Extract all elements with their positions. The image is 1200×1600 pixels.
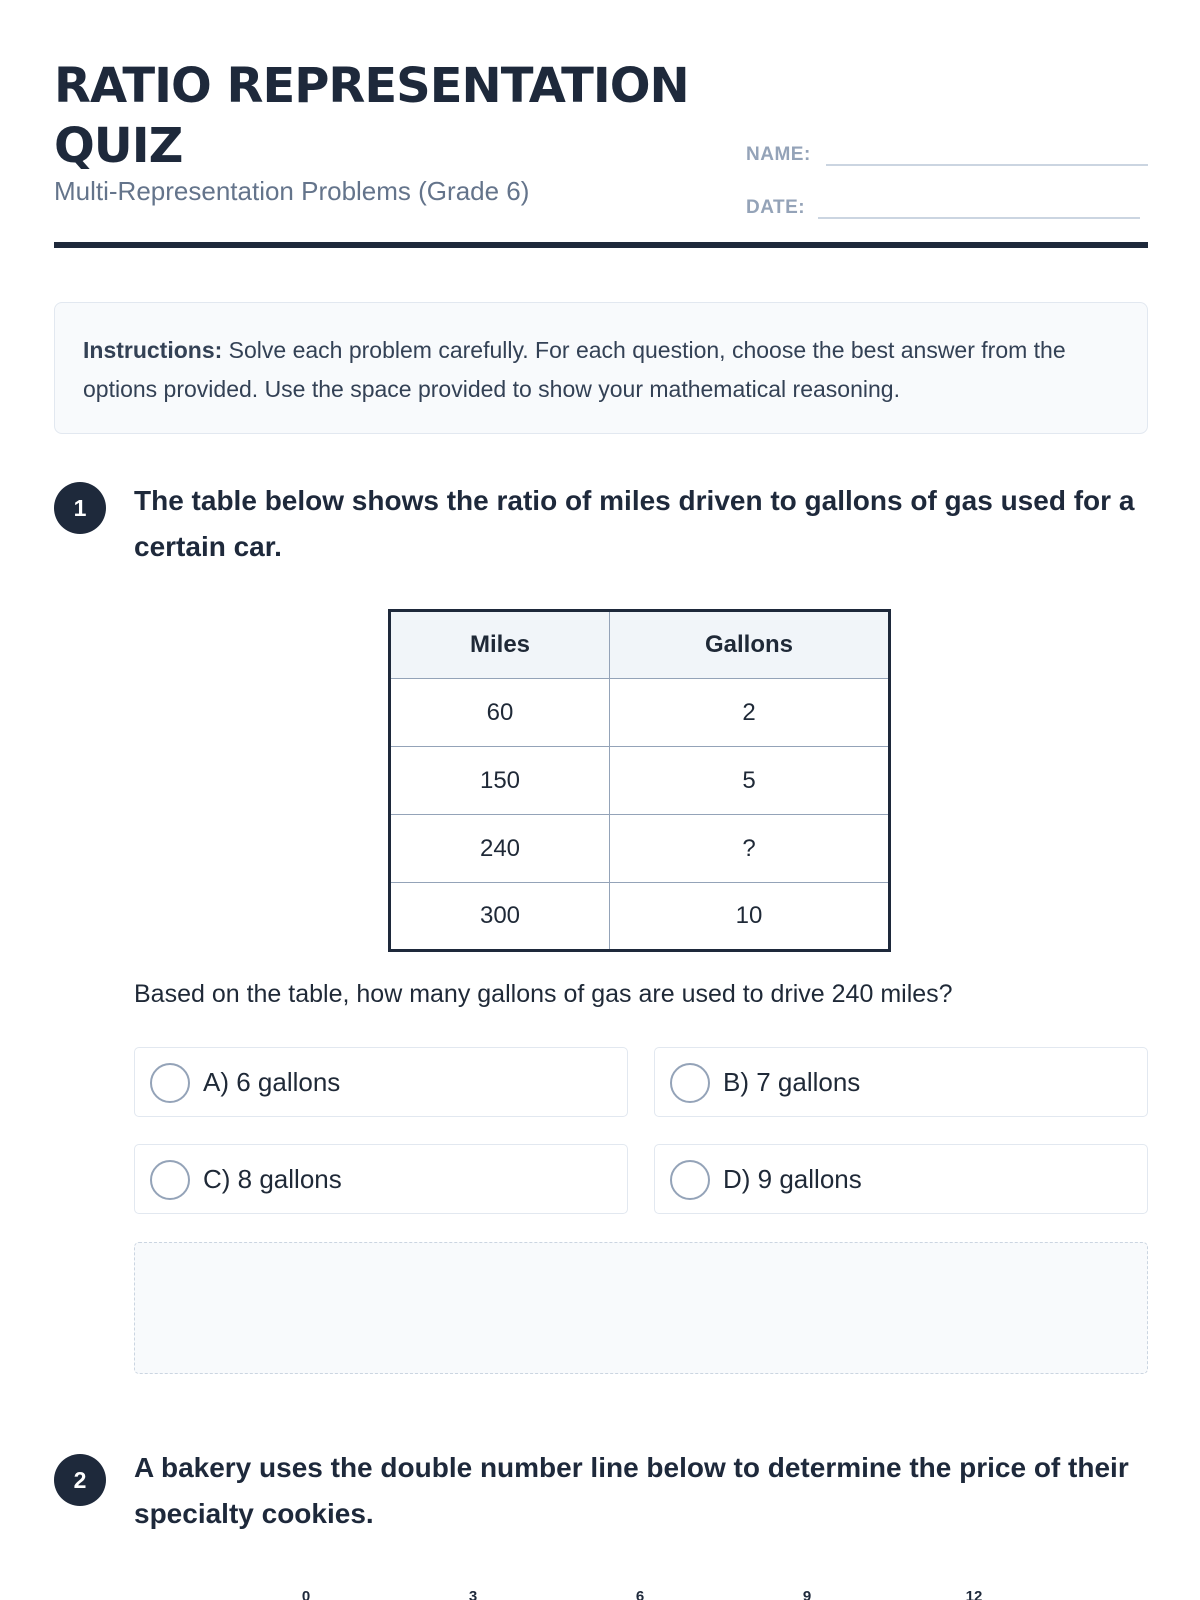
column-header-miles: Miles	[390, 611, 610, 679]
option-c-label: C) 8 gallons	[203, 1164, 342, 1194]
instructions-box	[54, 302, 1148, 434]
instructions-lead: Instructions:	[83, 337, 223, 363]
date-field[interactable]	[746, 177, 1148, 217]
table-cell: 2	[610, 679, 890, 747]
number-line-tick-label: 12	[965, 1588, 983, 1600]
table-row	[390, 883, 890, 951]
quiz-header	[54, 56, 1148, 246]
work-space-box[interactable]	[134, 1242, 1148, 1374]
quiz-page	[54, 0, 1148, 1600]
column-header-gallons: Gallons	[610, 611, 890, 679]
radio-button[interactable]	[670, 1063, 710, 1103]
header-divider	[54, 242, 1148, 248]
table-cell: 300	[390, 883, 610, 951]
table-header-row	[390, 611, 890, 679]
instructions-text: Solve each problem carefully. For each question, choose the best answer from the options provided. Use the space provided to show your mathematical reasoning.	[83, 337, 1066, 402]
table-cell: 60	[390, 679, 610, 747]
page-subtitle: Multi-Representation Problems (Grade 6)	[54, 176, 530, 206]
number-line-tick-label: 3	[468, 1588, 478, 1600]
name-label: NAME:	[746, 144, 811, 165]
table-cell: 150	[390, 747, 610, 815]
table-cell: 240	[390, 815, 610, 883]
question-1-text: The table below shows the ratio of miles driven to gallons of gas used for a certain car.	[134, 485, 1135, 562]
ratio-table	[388, 609, 891, 952]
number-line-tick-label: 9	[802, 1588, 812, 1600]
date-input-line[interactable]	[818, 217, 1140, 219]
number-line-tick-label: 6	[635, 1588, 645, 1600]
option-c[interactable]	[134, 1144, 628, 1214]
question-2-number-badge: 2	[54, 1454, 106, 1506]
question-1-number-badge: 1	[54, 482, 106, 534]
name-input-line[interactable]	[826, 164, 1148, 166]
option-a[interactable]	[134, 1047, 628, 1117]
date-label: DATE:	[746, 197, 806, 218]
option-a-label: A) 6 gallons	[203, 1067, 341, 1097]
number-line-tick-label: 0	[301, 1588, 311, 1600]
table-cell: 10	[610, 883, 890, 951]
option-b[interactable]	[654, 1047, 1148, 1117]
name-field[interactable]	[746, 124, 1148, 164]
table-cell: ?	[610, 815, 890, 883]
question-2-text: A bakery uses the double number line below to determine the price of their specialty cookies.	[134, 1452, 1129, 1529]
option-d-label: D) 9 gallons	[723, 1164, 862, 1194]
table-row	[390, 747, 890, 815]
radio-button[interactable]	[150, 1063, 190, 1103]
table-cell: 5	[610, 747, 890, 815]
radio-button[interactable]	[670, 1160, 710, 1200]
radio-button[interactable]	[150, 1160, 190, 1200]
table-row	[390, 815, 890, 883]
page-title: RATIO REPRESENTATION QUIZ	[54, 58, 689, 174]
table-row	[390, 679, 890, 747]
question-1-prompt: Based on the table, how many gallons of gas are used to drive 240 miles?	[134, 980, 953, 1008]
option-d[interactable]	[654, 1144, 1148, 1214]
option-b-label: B) 7 gallons	[723, 1067, 861, 1097]
